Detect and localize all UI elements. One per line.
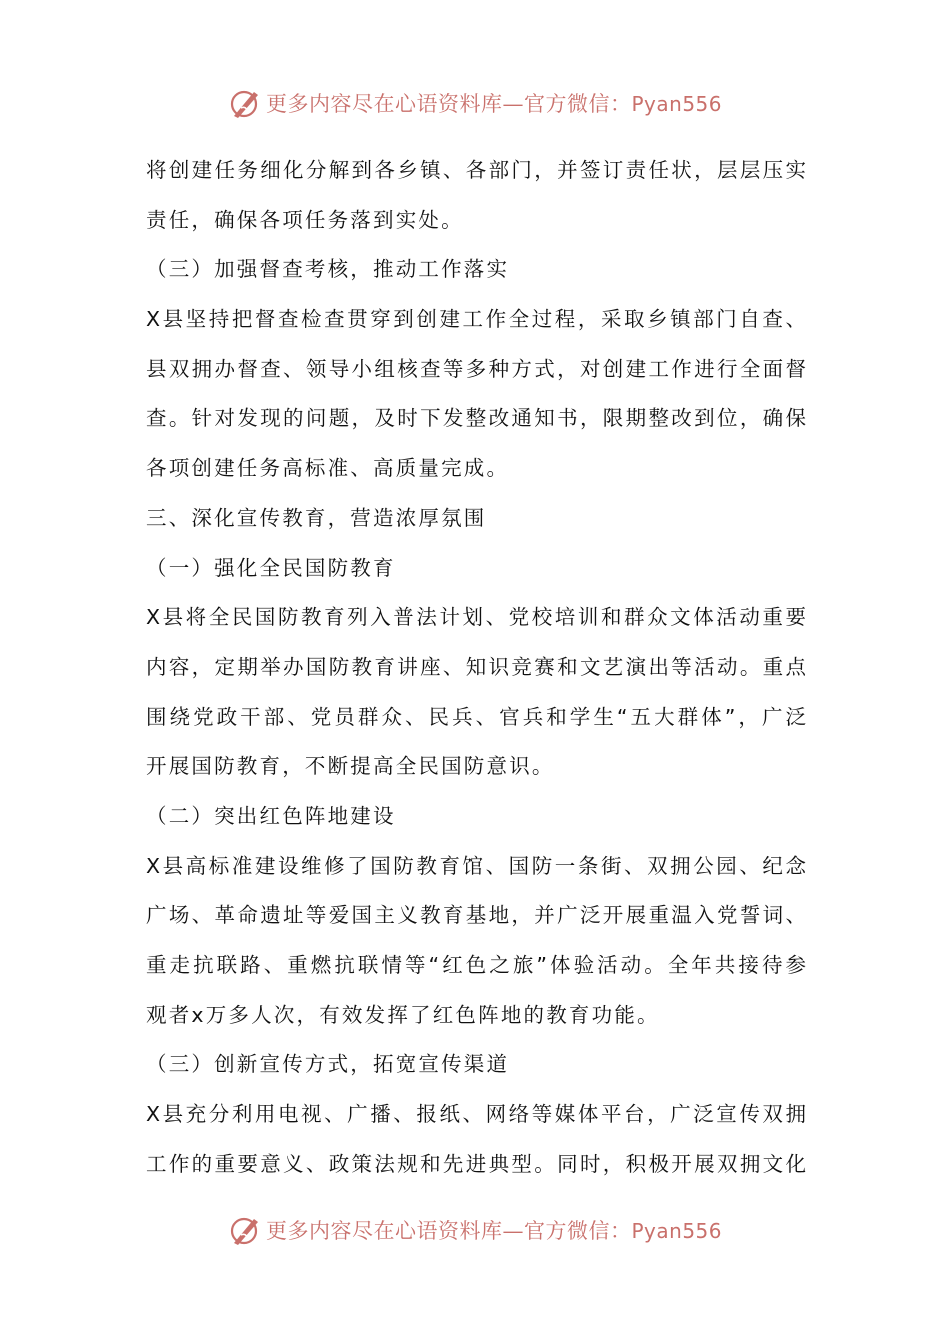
- section-heading: （二）突出红色阵地建设: [146, 803, 396, 828]
- section-heading: （一）强化全民国防教育: [146, 555, 396, 580]
- paragraph-line: 将创建任务细化分解到各乡镇、各部门，并签订责任状，层层压实: [146, 158, 806, 182]
- paragraph-line: 工作的重要意义、政策法规和先进典型。同时，积极开展双拥文化: [146, 1151, 806, 1176]
- paragraph-line: 围绕党政干部、党员群众、民兵、官兵和学生“五大群体”，广泛: [146, 704, 806, 729]
- paragraph-line: X县充分利用电视、广播、报纸、网络等媒体平台，广泛宣传双拥: [146, 1102, 806, 1127]
- paragraph-line: 观者x万多人次，有效发挥了红色阵地的教育功能。: [146, 1002, 660, 1027]
- paragraph-line: 查。针对发现的问题，及时下发整改通知书，限期整改到位，确保: [146, 406, 806, 431]
- paragraph-line: 各项创建任务高标准、高质量完成。: [146, 456, 510, 481]
- document-body: [146, 146, 806, 1189]
- paragraph-line: 重走抗联路、重燃抗联情等“红色之旅”体验活动。全年共接待参: [146, 953, 806, 977]
- paragraph-line: 内容，定期举办国防教育讲座、知识竞赛和文艺演出等活动。重点: [146, 654, 806, 679]
- watermark-footer: [0, 1210, 950, 1250]
- paragraph-line: 责任，确保各项任务落到实处。: [146, 207, 464, 232]
- section-heading: （三）创新宣传方式，拓宽宣传渠道: [146, 1052, 510, 1077]
- section-heading: （三）加强督查考核，推动工作落实: [146, 257, 510, 282]
- paragraph-line: X县将全民国防教育列入普法计划、党校培训和群众文体活动重要: [146, 605, 806, 630]
- watermark-text: 更多内容尽在心语资料库—官方微信：Pyan556: [265, 92, 722, 116]
- watermark-text: 更多内容尽在心语资料库—官方微信：Pyan556: [265, 1219, 722, 1243]
- paragraph-line: 广场、革命遗址等爱国主义教育基地，并广泛开展重温入党誓词、: [146, 903, 806, 928]
- pen-logo-icon: [228, 1213, 262, 1247]
- pen-logo-icon: [228, 86, 262, 120]
- paragraph-line: X县高标准建设维修了国防教育馆、国防一条街、双拥公园、纪念: [146, 853, 806, 878]
- paragraph-line: 开展国防教育，不断提高全民国防意识。: [146, 754, 555, 779]
- watermark-header: [0, 83, 950, 123]
- paragraph-line: 县双拥办督查、领导小组核查等多种方式，对创建工作进行全面督: [146, 356, 806, 381]
- chapter-heading: 三、深化宣传教育，营造浓厚氛围: [146, 505, 487, 530]
- paragraph-line: X县坚持把督查检查贯穿到创建工作全过程，采取乡镇部门自查、: [146, 307, 806, 332]
